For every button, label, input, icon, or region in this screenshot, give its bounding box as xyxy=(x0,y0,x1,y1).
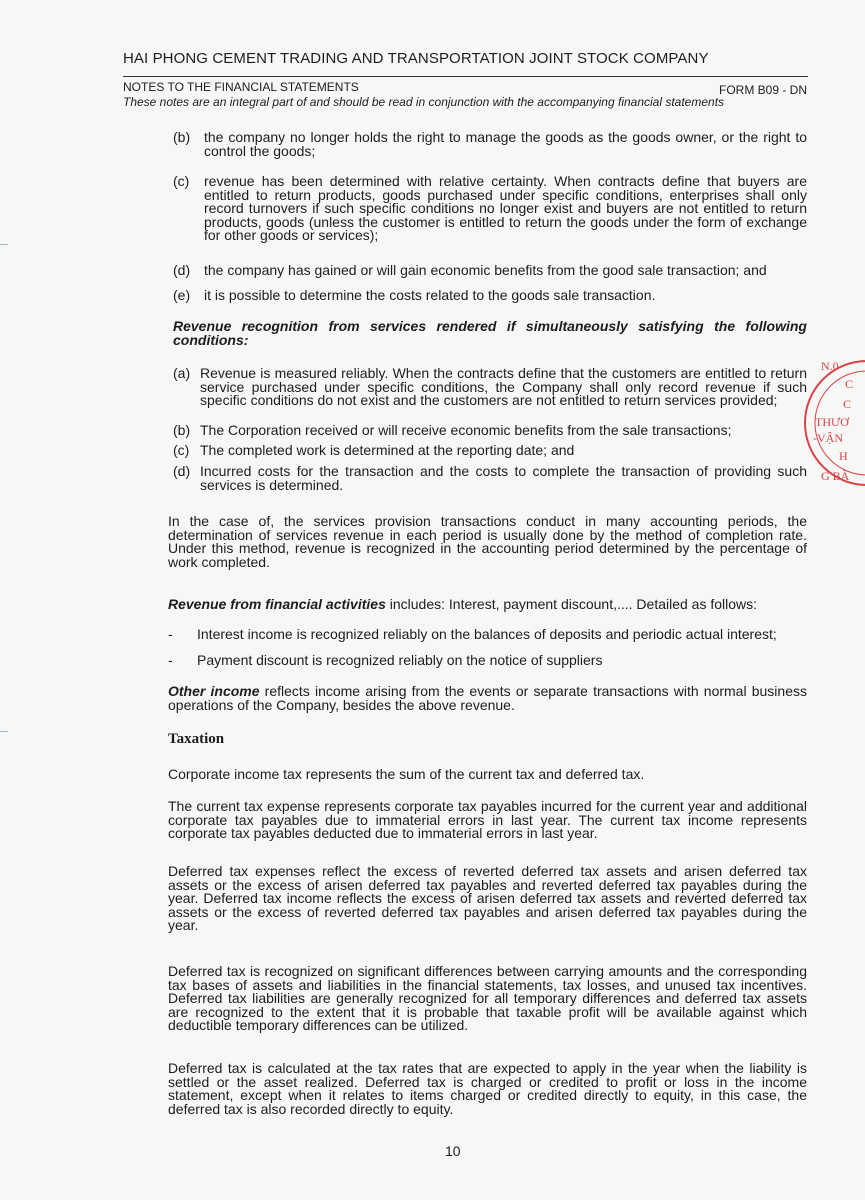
taxation-paragraph-5: Deferred tax is calculated at the tax rates that are expected to apply in the year when the liability is settled or the asset realized. Deferred tax is charged or credited to profit or loss in the income statement, except when it relates to items charged or credited directly to equity, in this case, the deferred tax is also recorded directly to equity. xyxy=(168,1060,807,1117)
other-income-description: reflects income arising from the events or separate transactions with normal business operations of the Company, besides the above revenue. xyxy=(168,683,807,713)
header-subtitle: These notes are an integral part of and should be read in conjunction with the accompanying financial statements xyxy=(123,95,725,109)
taxation-paragraph-1: Corporate income tax represents the sum of the current tax and deferred tax. xyxy=(168,766,645,782)
condition-label: (a) xyxy=(173,365,191,381)
condition-label: (b) xyxy=(173,129,191,145)
completion-method-paragraph: In the case of, the services provision transactions conduct in many accounting periods, the determination of services revenue in each period is usually done by the method of completion rate. Under this method, revenue is recognized in the accounting period determined by the percentage of work completed. xyxy=(168,513,807,570)
condition-text: the company no longer holds the right to manage the goods as the goods owner, or the right to control the goods; xyxy=(204,129,807,159)
scan-margin-mark xyxy=(0,244,8,245)
seal-letter: -VẬN xyxy=(813,431,843,445)
condition-label: (c) xyxy=(173,442,190,458)
condition-text: The completed work is determined at the reporting date; and xyxy=(200,442,575,458)
condition-label: (c) xyxy=(173,173,190,189)
form-code: FORM B09 - DN xyxy=(718,83,807,97)
company-seal-stamp xyxy=(805,348,865,498)
taxation-paragraph-2: The current tax expense represents corporate tax payables incurred for the current year and additional corporate tax payables due to immaterial errors in last year. The current tax income represents corporate tax payables deducted due to immaterial errors in last year. xyxy=(168,798,807,841)
other-income-paragraph xyxy=(168,685,807,712)
condition-text: Incurred costs for the transaction and the costs to complete the transaction of providing such services is determined. xyxy=(200,463,807,493)
financial-revenue-term: Revenue from financial activities xyxy=(168,596,386,612)
header-rule xyxy=(123,76,808,77)
condition-text: The Corporation received or will receive economic benefits from the sale transactions; xyxy=(200,422,732,438)
condition-text: revenue has been determined with relative certainty. When contracts define that buyers are entitled to return products, goods purchased under specific conditions, enterprises shall only record turnovers if such specific conditions no longer exist and buyers are not entitled to return products, goods (unless the customer is entitled to return the goods under the form of exchange for other goods or services); xyxy=(204,173,807,243)
condition-text: it is possible to determine the costs related to the goods sale transaction. xyxy=(204,287,656,303)
page-number: 10 xyxy=(445,1143,461,1159)
taxation-paragraph-3: Deferred tax expenses reflect the excess of reverted deferred tax assets and arisen deferred tax assets or the excess of arisen deferred tax payables and reverted deferred tax payables during the year. Deferred tax income reflects the excess of arisen deferred tax assets and reverted deferred tax assets or the excess of reverted deferred tax payables and arisen deferred tax payables during the year. xyxy=(168,863,807,933)
seal-letter: C xyxy=(845,377,854,391)
condition-label: (e) xyxy=(173,287,191,303)
condition-text: Revenue is measured reliably. When the contracts define that the customers are entitled to return service purchased under specific conditions, the Company shall only record revenue if such specific conditions do not exist and the customers are not entitled to return services provided; xyxy=(200,365,807,408)
seal-letter: N.0 xyxy=(821,359,839,373)
condition-label: (d) xyxy=(173,262,191,278)
taxation-heading: Taxation xyxy=(168,731,225,747)
condition-text: the company has gained or will gain economic benefits from the good sale transaction; and xyxy=(204,262,767,278)
bullet-dash: - xyxy=(168,652,173,668)
section-title: NOTES TO THE FINANCIAL STATEMENTS xyxy=(123,80,359,94)
bullet-dash: - xyxy=(168,626,173,642)
seal-letter: THƯƠ xyxy=(815,415,849,429)
financial-item-discount: Payment discount is recognized reliably on the notice of suppliers xyxy=(197,652,603,668)
financial-revenue-description: includes: Interest, payment discount,.... Detailed as follows: xyxy=(385,596,758,612)
financial-item-interest: Interest income is recognized reliably on the balances of deposits and periodic actual interest; xyxy=(197,626,777,642)
condition-label: (b) xyxy=(173,422,191,438)
other-income-term: Other income xyxy=(168,683,260,699)
services-heading: Revenue recognition from services rendered if simultaneously satisfying the following conditions: xyxy=(173,318,807,348)
taxation-paragraph-4: Deferred tax is recognized on significant differences between carrying amounts and the corresponding tax bases of assets and liabilities in the financial statements, tax losses, and unused tax incentives. Deferred tax liabilities are generally recognized for all temporary differences and deferred tax assets are recognized to the extent that it is probable that taxable profit will be available against which deductible temporary differences can be utilized. xyxy=(168,963,807,1033)
scan-margin-mark xyxy=(0,731,8,732)
company-name: HAI PHONG CEMENT TRADING AND TRANSPORTATION JOINT STOCK COMPANY xyxy=(123,50,709,67)
seal-letter: H xyxy=(839,449,848,463)
seal-letter: C xyxy=(843,397,852,411)
financial-revenue-intro xyxy=(168,598,807,612)
condition-label: (d) xyxy=(173,463,191,479)
seal-letter: G BÀ xyxy=(821,469,850,483)
